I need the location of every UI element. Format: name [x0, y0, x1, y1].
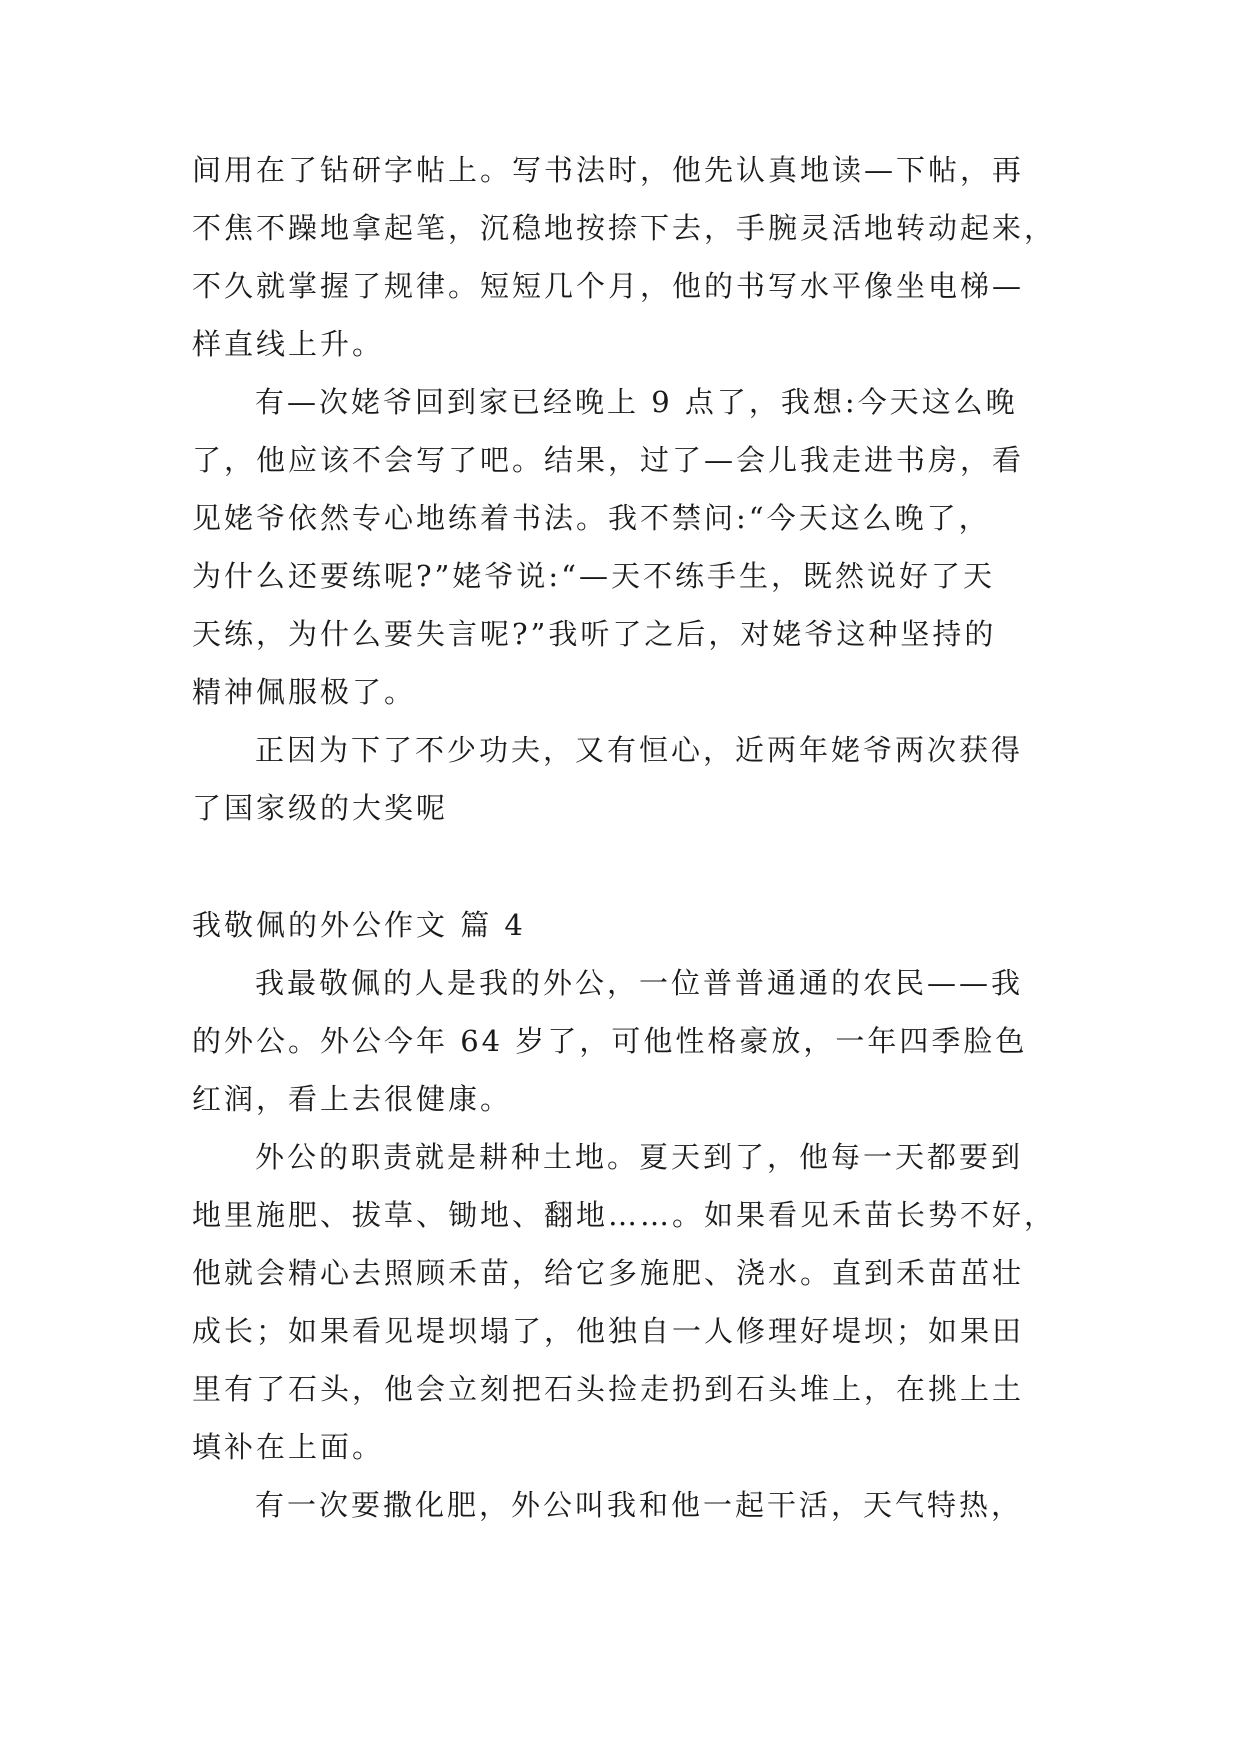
section-heading: 我敬佩的外公作文 篇 4 [192, 908, 526, 942]
paragraph-line: 我最敬佩的人是我的外公，一位普普通通的农民——我 [255, 966, 1024, 1000]
paragraph-line: 外公的职责就是耕种土地。夏天到了，他每一天都要到 [255, 1140, 1024, 1174]
paragraph-line: 为什么还要练呢?”姥爷说:“—天不练手生，既然说好了天 [192, 559, 995, 593]
paragraph-line: 成长；如果看见堤坝塌了，他独自一人修理好堤坝；如果田 [192, 1314, 1025, 1348]
paragraph-line: 不焦不躁地拿起笔，沉稳地按捺下去，手腕灵活地转动起来， [192, 211, 1057, 245]
paragraph-line: 里有了石头，他会立刻把石头捡走扔到石头堆上，在挑上土 [192, 1372, 1025, 1406]
paragraph-line: 有—次姥爷回到家已经晚上 9 点了，我想:今天这么晚 [255, 385, 1018, 419]
paragraph-line: 不久就掌握了规律。短短几个月，他的书写水平像坐电梯— [192, 269, 1025, 303]
paragraph-line: 他就会精心去照顾禾苗，给它多施肥、浇水。直到禾苗茁壮 [192, 1256, 1025, 1290]
paragraph-line: 样直线上升。 [192, 327, 385, 361]
paragraph-line: 的外公。外公今年 64 岁了，可他性格豪放，一年四季脸色 [192, 1024, 1028, 1058]
paragraph-line: 地里施肥、拔草、锄地、翻地……。如果看见禾苗长势不好， [192, 1198, 1057, 1232]
paragraph-line: 填补在上面。 [192, 1430, 385, 1464]
paragraph-line: 有一次要撒化肥，外公叫我和他一起干活，天气特热， [255, 1488, 1024, 1522]
paragraph-line: 红润，看上去很健康。 [192, 1082, 513, 1116]
paragraph-line: 见姥爷依然专心地练着书法。我不禁问:“今天这么晚了， [192, 501, 991, 535]
paragraph-line: 了国家级的大奖呢 [192, 791, 449, 825]
paragraph-line: 天练，为什么要失言呢?”我听了之后，对姥爷这种坚持的 [192, 617, 997, 651]
paragraph-line: 精神佩服极了。 [192, 675, 417, 709]
paragraph-line: 了，他应该不会写了吧。结果，过了—会儿我走进书房，看 [192, 443, 1025, 477]
paragraph-line: 间用在了钻研字帖上。写书法时，他先认真地读—下帖，再 [192, 153, 1025, 187]
paragraph-line: 正因为下了不少功夫，又有恒心，近两年姥爷两次获得 [255, 733, 1024, 767]
